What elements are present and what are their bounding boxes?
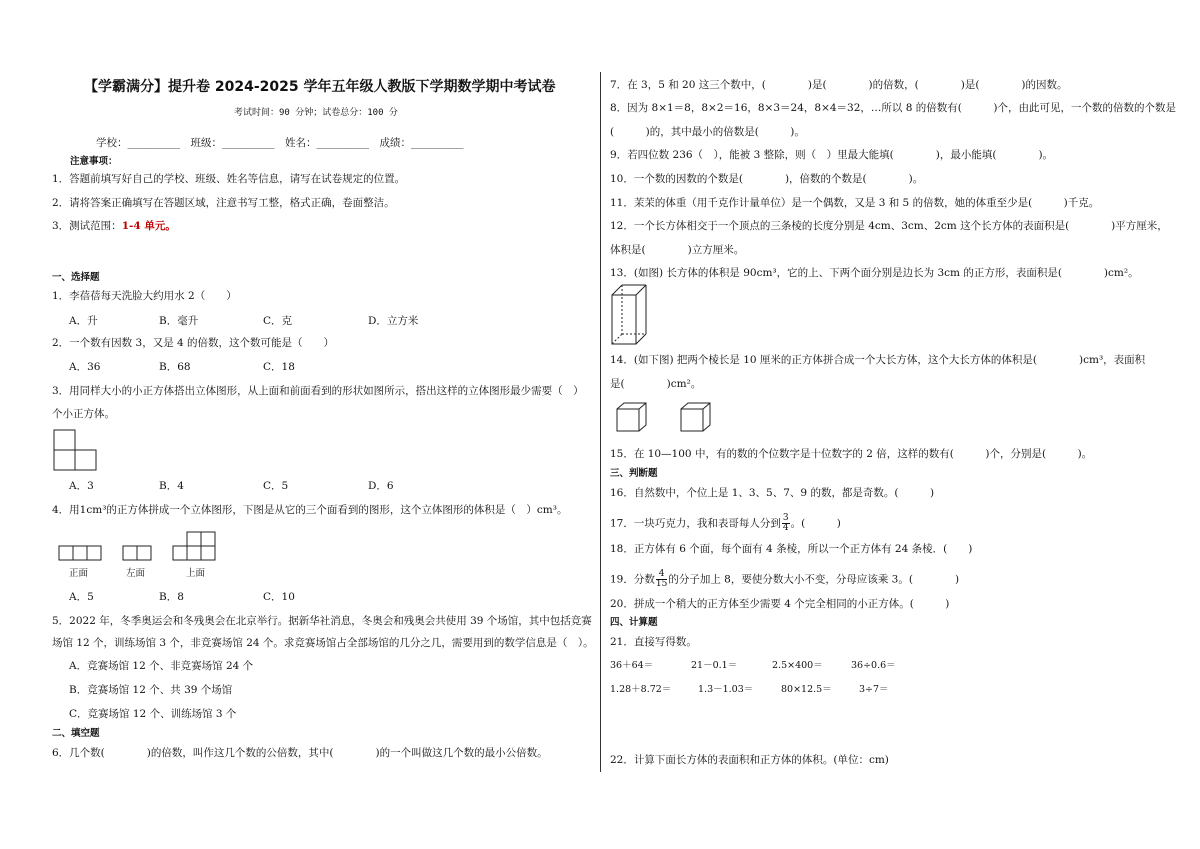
question-3-line-1: 3．用同样大小的小正方体搭出立体图形，从上面和前面看到的形状如图所示，搭出这样的立体图形最少需要（ ） bbox=[52, 385, 584, 397]
question-22: 22．计算下面长方体的表面积和正方体的体积。(单位：cm) bbox=[610, 754, 889, 766]
section-2-heading: 二、填空题 bbox=[52, 728, 100, 739]
q3-option-c: C．5 bbox=[263, 480, 289, 492]
question-1: 1．李蓓蓓每天洗脸大约用水 2（ ） bbox=[52, 290, 237, 302]
q4-option-a: A．5 bbox=[69, 591, 94, 603]
q4-label-front: 正面 bbox=[69, 568, 89, 579]
section-1-heading: 一、选择题 bbox=[52, 272, 100, 283]
calc-1-2: 21－0.1＝ bbox=[691, 660, 738, 671]
question-3-line-2: 个小正方体。 bbox=[52, 408, 115, 420]
question-13: 13．(如图) 长方体的体积是 90cm³，它的上、下两个面分别是边长为 3cm 的正方形，表面积是( )cm²。 bbox=[610, 267, 1139, 279]
calc-1-4: 36÷0.6＝ bbox=[851, 660, 896, 671]
q2-option-a: A．36 bbox=[69, 361, 101, 373]
question-4: 4．用1cm³的正方体拼成一个立体图形，下图是从它的三个面看到的图形，这个立体图形的体积是（ ）cm³。 bbox=[52, 504, 568, 516]
q5-option-b: B．竞赛场馆 12 个、共 39 个场馆 bbox=[69, 684, 233, 696]
q4-top-view bbox=[172, 531, 216, 561]
question-9: 9．若四位数 236（ ），能被 3 整除，则（ ）里最大能填( )，最小能填( )。 bbox=[610, 149, 1054, 161]
calc-2-1: 1.28＋8.72＝ bbox=[610, 684, 672, 695]
notice-item-1: 1．答题前填写好自己的学校、班级、姓名等信息，请写在试卷规定的位置。 bbox=[52, 173, 406, 185]
q1-option-a: A．升 bbox=[69, 315, 98, 327]
calc-1-3: 2.5×400＝ bbox=[772, 660, 823, 671]
question-12-line-1: 12．一个长方体相交于一个顶点的三条棱的长度分别是 4cm、3cm、2cm 这个长方体的表面积是( )平方厘米， bbox=[610, 220, 1168, 232]
question-15: 15．在 10—100 中，有的数的个位数字是十位数字的 2 倍，这样的数有( )个，分别是( )。 bbox=[610, 448, 1093, 460]
exam-meta: 考试时间：90 分钟；试卷总分：100 分 bbox=[234, 108, 398, 118]
column-divider bbox=[600, 72, 601, 772]
question-11: 11．茉茉的体重（用千克作计量单位）是一个偶数，又是 3 和 5 的倍数，她的体重至少是( )千克。 bbox=[610, 197, 1100, 209]
question-19 bbox=[610, 570, 959, 589]
q1-option-d: D．立方米 bbox=[368, 315, 419, 327]
q1-option-c: C．克 bbox=[263, 315, 293, 327]
calc-2-2: 1.3－1.03＝ bbox=[698, 684, 754, 695]
calc-2-3: 80×12.5＝ bbox=[781, 684, 832, 695]
question-14-line-2: 是( )cm²。 bbox=[610, 378, 702, 390]
q2-option-c: C．18 bbox=[263, 361, 295, 373]
q3-figure bbox=[52, 428, 100, 472]
test-range: 1-4 单元。 bbox=[121, 220, 176, 232]
q17-numerator: 3 bbox=[782, 513, 789, 523]
q4-option-c: C．10 bbox=[263, 591, 295, 603]
q14-cube-2 bbox=[680, 402, 712, 432]
q4-label-top: 上面 bbox=[186, 568, 206, 579]
page-title: 【学霸满分】提升卷 2024-2025 学年五年级人教版下学期数学期中考试卷 bbox=[84, 79, 556, 95]
question-20: 20．拼成一个稍大的正方体至少需要 4 个完全相同的小正方体。( ) bbox=[610, 598, 950, 610]
q17-text-b: 。( ) bbox=[790, 517, 841, 530]
q4-front-view bbox=[58, 545, 102, 561]
q14-cube-1 bbox=[616, 402, 648, 432]
q4-label-left: 左面 bbox=[126, 568, 146, 579]
q19-numerator: 4 bbox=[656, 570, 667, 580]
notice-heading: 注意事项： bbox=[70, 156, 118, 167]
q3-option-a: A．3 bbox=[69, 480, 94, 492]
notice-item-3-text: 3．测试范围： bbox=[52, 220, 122, 232]
q5-option-c: C．竞赛场馆 12 个、训练场馆 3 个 bbox=[69, 708, 237, 720]
question-5-line-2: 场馆 12 个，训练场馆 3 个，非竞赛场馆 24 个。求竞赛场馆占全部场馆的几分之几，需要用到的数学信息是（ ）。 bbox=[52, 637, 594, 649]
q19-text-a: 19．分数 bbox=[610, 573, 655, 586]
q17-fraction bbox=[782, 514, 790, 533]
student-info-line: 学校：__________ 班级：__________ 姓名：__________ 成绩：__________ bbox=[96, 137, 464, 149]
question-17 bbox=[610, 514, 841, 533]
q3-option-d: D．6 bbox=[368, 480, 394, 492]
question-21: 21．直接写得数。 bbox=[610, 636, 697, 648]
q19-text-b: 的分子加上 8，要使分数大小不变，分母应该乘 3。( ) bbox=[668, 573, 960, 586]
question-8-line-1: 8．因为 8×1＝8，8×2＝16，8×3＝24，8×4＝32，…所以 8 的倍数有( )个，由此可见，一个数的倍数的个数是 bbox=[610, 102, 1176, 114]
notice-item-2: 2．请将答案正确填写在答题区域，注意书写工整，格式正确，卷面整洁。 bbox=[52, 197, 395, 209]
q17-text-a: 17．一块巧克力，我和表哥每人分到 bbox=[610, 517, 781, 530]
question-12-line-2: 体积是( )立方厘米。 bbox=[610, 244, 745, 256]
q5-option-a: A．竞赛场馆 12 个、非竞赛场馆 24 个 bbox=[69, 660, 254, 672]
calc-2-4: 3÷7＝ bbox=[859, 684, 889, 695]
question-14-line-1: 14．(如下图) 把两个棱长是 10 厘米的正方体拼合成一个大长方体，这个大长方体的体积是( )cm³，表面积 bbox=[610, 354, 1146, 366]
question-16: 16．自然数中，个位上是 1、3、5、7、9 的数，都是奇数。( ) bbox=[610, 487, 935, 499]
q17-denominator: 4 bbox=[782, 523, 789, 533]
q4-left-view bbox=[122, 545, 152, 561]
q1-option-b: B．毫升 bbox=[159, 315, 199, 327]
calc-1-1: 36＋64＝ bbox=[610, 660, 654, 671]
q19-denominator: 15 bbox=[655, 579, 668, 589]
question-6: 6．几个数( )的倍数，叫作这几个数的公倍数，其中( )的一个叫做这几个数的最小公倍数。 bbox=[52, 747, 548, 759]
q2-option-b: B．68 bbox=[159, 361, 191, 373]
question-10: 10．一个数的因数的个数是( )，倍数的个数是( )。 bbox=[610, 173, 924, 185]
section-4-heading: 四、计算题 bbox=[610, 617, 658, 628]
notice-item-3 bbox=[52, 219, 176, 233]
q3-option-b: B．4 bbox=[159, 480, 184, 492]
q19-fraction bbox=[656, 570, 667, 589]
section-3-heading: 三、判断题 bbox=[610, 468, 658, 479]
question-7: 7．在 3，5 和 20 这三个数中，( )是( )的倍数，( )是( )的因数。 bbox=[610, 79, 1068, 91]
question-5-line-1: 5．2022 年，冬季奥运会和冬残奥会在北京举行。据新华社消息，冬奥会和残奥会共使用 39 个场馆，其中包括竞赛 bbox=[52, 615, 592, 627]
q4-option-b: B．8 bbox=[159, 591, 184, 603]
question-8-line-2: ( )的，其中最小的倍数是( )。 bbox=[610, 126, 805, 138]
q13-cuboid-figure bbox=[611, 284, 647, 346]
question-18: 18．正方体有 6 个面，每个面有 4 条棱，所以一个正方体有 24 条棱．( ) bbox=[610, 543, 973, 555]
question-2: 2．一个数有因数 3，又是 4 的倍数，这个数可能是（ ） bbox=[52, 337, 335, 349]
